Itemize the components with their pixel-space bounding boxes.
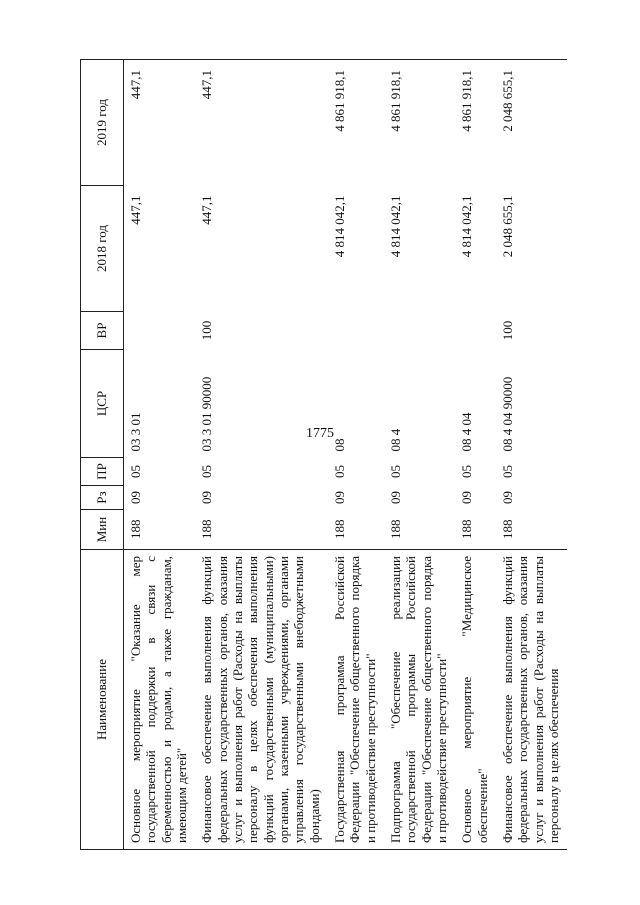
row-csr: 08 4 04 90000: [499, 376, 515, 452]
row-name: Основное мероприятие "Медицинское обеспечение": [455, 550, 496, 850]
row-pr: 05: [331, 465, 347, 478]
header-pr: ПР: [81, 458, 124, 486]
row-pr: 05: [499, 465, 515, 478]
header-csr: ЦСР: [81, 350, 124, 458]
row-min: 188: [387, 519, 403, 539]
row-vr: [328, 312, 384, 350]
row-rz: 09: [459, 491, 475, 504]
row-csr: 08 4 04: [459, 412, 475, 452]
row-vr: [384, 312, 455, 350]
table-row: [384, 60, 455, 850]
row-rz: 09: [499, 491, 515, 504]
row-name: Основное мероприятие "Оказание мер государственной поддержки в связи с беременностью и родами, а также гражданам, имеющим детей": [124, 550, 196, 850]
row-min: 188: [128, 519, 143, 539]
header-min: Мин: [81, 510, 124, 550]
row-pr: 05: [199, 465, 215, 478]
table-row: [195, 60, 328, 850]
row-name: Финансовое обеспечение выполнения функций федеральных государственных органов, оказания услуг и выполнения работ (Расходы на выплаты персоналу в целях обеспечения: [496, 550, 567, 850]
header-rz: Рз: [81, 486, 124, 510]
budget-table: [80, 59, 567, 850]
row-2018: 447,1: [128, 195, 143, 225]
row-min: 188: [499, 519, 515, 539]
row-name: Подпрограмма "Обеспечение реализации государственной программы Российской Федерации "Обеспечение общественного порядка и противодействие преступности": [384, 550, 455, 850]
header-name: Наименование: [81, 550, 124, 850]
row-2018: 447,1: [199, 195, 215, 225]
row-vr: [124, 312, 196, 350]
row-name: Финансовое обеспечение выполнения функций федеральных государственных органов, оказания услуг и выполнения работ (Расходы на выплаты персоналу в целях обеспечения выполнения функций государственными (муниципальными) органами, казенными учреждениями, органами управления государственными внебюджетными фондами): [195, 550, 328, 850]
row-2019: 447,1: [195, 60, 328, 186]
row-rz: 09: [199, 491, 215, 504]
row-pr: 05: [128, 465, 143, 478]
row-pr: 05: [387, 465, 403, 478]
row-rz: 09: [387, 491, 403, 504]
row-2018: 2 048 655,1: [499, 195, 515, 258]
row-2018: 4 814 042,1: [331, 195, 347, 258]
row-min: 188: [199, 519, 215, 539]
row-csr: 08 4: [387, 428, 403, 452]
row-2019: 447,1: [124, 60, 196, 186]
row-min: 188: [331, 519, 347, 539]
table-row: [496, 60, 567, 850]
row-2019: 2 048 655,1: [496, 60, 567, 186]
budget-table-rotated: [80, 60, 620, 850]
header-vr: ВР: [81, 312, 124, 350]
row-vr: 100: [199, 320, 215, 341]
row-2018: 4 814 042,1: [459, 195, 475, 258]
row-vr: 100: [499, 320, 515, 341]
row-2019: 4 861 918,1: [328, 60, 384, 186]
table-row: [328, 60, 384, 850]
header-2018: 2018 год: [81, 186, 124, 312]
row-name: Государственная программа Российской Федерации "Обеспечение общественного порядка и противодействие преступности": [328, 550, 384, 850]
row-csr: 03 3 01: [128, 412, 143, 452]
row-csr: 08: [331, 438, 347, 452]
row-rz: 09: [331, 491, 347, 504]
page-number: 1775: [306, 426, 334, 441]
row-csr: 03 3 01 90000: [199, 376, 215, 452]
row-2018: 4 814 042,1: [387, 195, 403, 258]
row-2019: 4 861 918,1: [455, 60, 496, 186]
table-row: [455, 60, 496, 850]
row-rz: 09: [128, 491, 143, 504]
table-row: [124, 60, 196, 850]
row-pr: 05: [459, 465, 475, 478]
header-row: [81, 60, 124, 850]
row-2019: 4 861 918,1: [384, 60, 455, 186]
header-2019: 2019 год: [81, 60, 124, 186]
row-vr: [455, 312, 496, 350]
row-min: 188: [459, 519, 475, 539]
